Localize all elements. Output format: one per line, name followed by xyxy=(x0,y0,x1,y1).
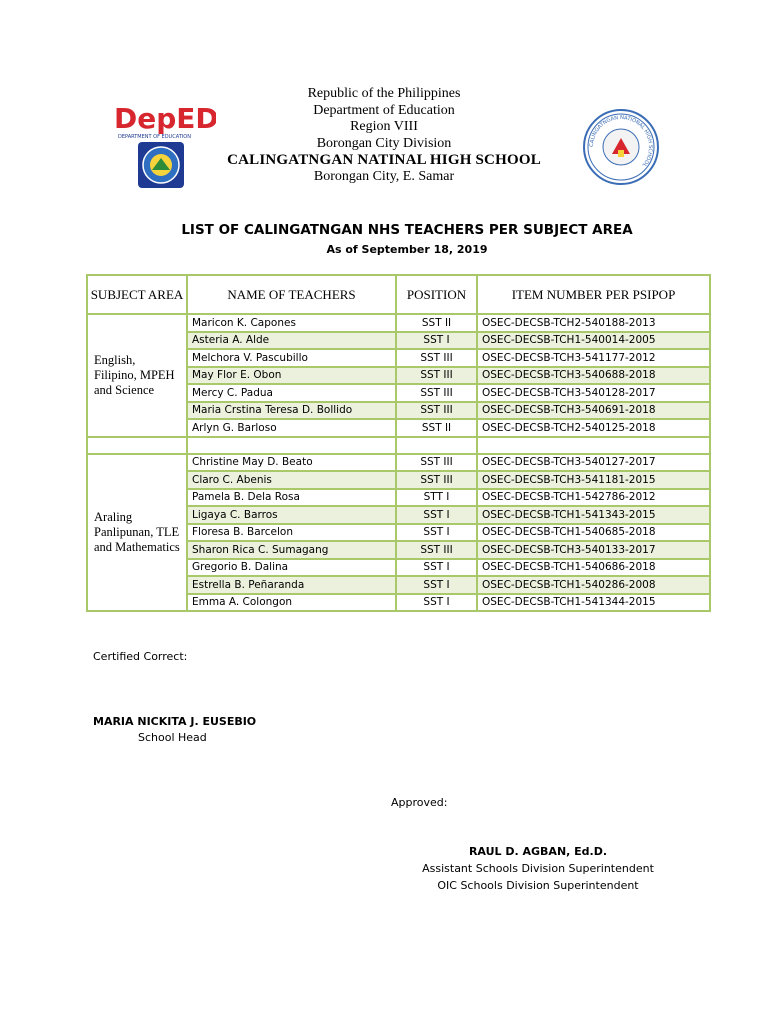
teacher-name: Maria Crstina Teresa D. Bollido xyxy=(187,402,396,420)
item-number: OSEC-DECSB-TCH1-541344-2015 xyxy=(477,594,710,612)
header-subject-area: SUBJECT AREA xyxy=(87,275,187,314)
teacher-name: Gregorio B. Dalina xyxy=(187,559,396,577)
teacher-name: Christine May D. Beato xyxy=(187,454,396,472)
item-number: OSEC-DECSB-TCH1-540014-2005 xyxy=(477,332,710,350)
teacher-position: SST III xyxy=(396,454,477,472)
subject-area-cell: Araling Panlipunan, TLE and Mathematics xyxy=(87,454,187,612)
teacher-name: May Flor E. Obon xyxy=(187,367,396,385)
item-number: OSEC-DECSB-TCH1-540685-2018 xyxy=(477,524,710,542)
item-number: OSEC-DECSB-TCH3-540128-2017 xyxy=(477,384,710,402)
header-item-number: ITEM NUMBER PER PSIPOP xyxy=(477,275,710,314)
teacher-name: Asteria A. Alde xyxy=(187,332,396,350)
teacher-position: SST III xyxy=(396,367,477,385)
teacher-name: Maricon K. Capones xyxy=(187,314,396,332)
deped-logo-text: DepED xyxy=(114,102,216,135)
teacher-position: SST II xyxy=(396,314,477,332)
approved-label: Approved: xyxy=(391,796,448,809)
teacher-position: SST I xyxy=(396,506,477,524)
teacher-position: SST III xyxy=(396,384,477,402)
teacher-name: Pamela B. Dela Rosa xyxy=(187,489,396,507)
teacher-position: SST III xyxy=(396,471,477,489)
table-row xyxy=(87,314,710,332)
item-number: OSEC-DECSB-TCH1-540286-2008 xyxy=(477,576,710,594)
teacher-name: Mercy C. Padua xyxy=(187,384,396,402)
item-number: OSEC-DECSB-TCH2-540188-2013 xyxy=(477,314,710,332)
teacher-name: Sharon Rica C. Sumagang xyxy=(187,541,396,559)
item-number: OSEC-DECSB-TCH3-541177-2012 xyxy=(477,349,710,367)
item-number: OSEC-DECSB-TCH3-540127-2017 xyxy=(477,454,710,472)
teacher-name: Melchora V. Pascubillo xyxy=(187,349,396,367)
header-line-region: Region VIII xyxy=(350,119,418,134)
item-number: OSEC-DECSB-TCH1-541343-2015 xyxy=(477,506,710,524)
table-spacer-row xyxy=(87,437,710,454)
certified-label: Certified Correct: xyxy=(93,650,188,663)
item-number: OSEC-DECSB-TCH1-542786-2012 xyxy=(477,489,710,507)
teacher-name: Emma A. Colongon xyxy=(187,594,396,612)
header-line-division: Borongan City Division xyxy=(316,135,452,151)
teacher-position: SST I xyxy=(396,576,477,594)
header-line-republic: Republic of the Philippines xyxy=(307,86,461,101)
teacher-name: Claro C. Abenis xyxy=(187,471,396,489)
teachers-table xyxy=(86,274,711,612)
subject-area-cell: English, Filipino, MPEH and Science xyxy=(87,314,187,437)
document-date: As of September 18, 2019 xyxy=(326,243,488,256)
item-number: OSEC-DECSB-TCH3-540691-2018 xyxy=(477,402,710,420)
school-head-role: School Head xyxy=(138,731,207,744)
teacher-position: SST I xyxy=(396,594,477,612)
deped-logo-subtext: DEPARTMENT OF EDUCATION xyxy=(118,134,191,140)
school-seal-text: CALINGATNGAN NATIONAL HIGH SCHOOL xyxy=(588,114,654,168)
approver-role-assistant: Assistant Schools Division Superintendent xyxy=(422,862,654,875)
school-name: CALINGATNGAN NATINAL HIGH SCHOOL xyxy=(227,152,541,168)
document-title: LIST OF CALINGATNGAN NHS TEACHERS PER SUBJECT AREA xyxy=(181,222,633,238)
teacher-position: SST II xyxy=(396,419,477,437)
header-line-department: Department of Education xyxy=(313,102,455,118)
teacher-position: SST III xyxy=(396,541,477,559)
teacher-name: Estrella B. Peñaranda xyxy=(187,576,396,594)
school-address: Borongan City, E. Samar xyxy=(313,168,455,184)
item-number: OSEC-DECSB-TCH1-540686-2018 xyxy=(477,559,710,577)
teacher-position: SST III xyxy=(396,349,477,367)
teacher-position: SST III xyxy=(396,402,477,420)
teacher-position: SST I xyxy=(396,332,477,350)
school-head-name: MARIA NICKITA J. EUSEBIO xyxy=(93,715,257,728)
teacher-name: Arlyn G. Barloso xyxy=(187,419,396,437)
teacher-position: SST I xyxy=(396,559,477,577)
teacher-name: Floresa B. Barcelon xyxy=(187,524,396,542)
header-position: POSITION xyxy=(396,275,477,314)
table-row xyxy=(87,454,710,472)
teacher-position: SST I xyxy=(396,524,477,542)
approver-name: RAUL D. AGBAN, Ed.D. xyxy=(468,845,608,858)
approver-role-oic: OIC Schools Division Superintendent xyxy=(437,879,639,892)
table-header-row xyxy=(87,275,710,314)
item-number: OSEC-DECSB-TCH3-540133-2017 xyxy=(477,541,710,559)
approver-block xyxy=(408,843,668,894)
item-number: OSEC-DECSB-TCH3-541181-2015 xyxy=(477,471,710,489)
item-number: OSEC-DECSB-TCH3-540688-2018 xyxy=(477,367,710,385)
teacher-position: STT I xyxy=(396,489,477,507)
item-number: OSEC-DECSB-TCH2-540125-2018 xyxy=(477,419,710,437)
school-seal-logo xyxy=(582,108,660,186)
teacher-name: Ligaya C. Barros xyxy=(187,506,396,524)
header-name: NAME OF TEACHERS xyxy=(187,275,396,314)
